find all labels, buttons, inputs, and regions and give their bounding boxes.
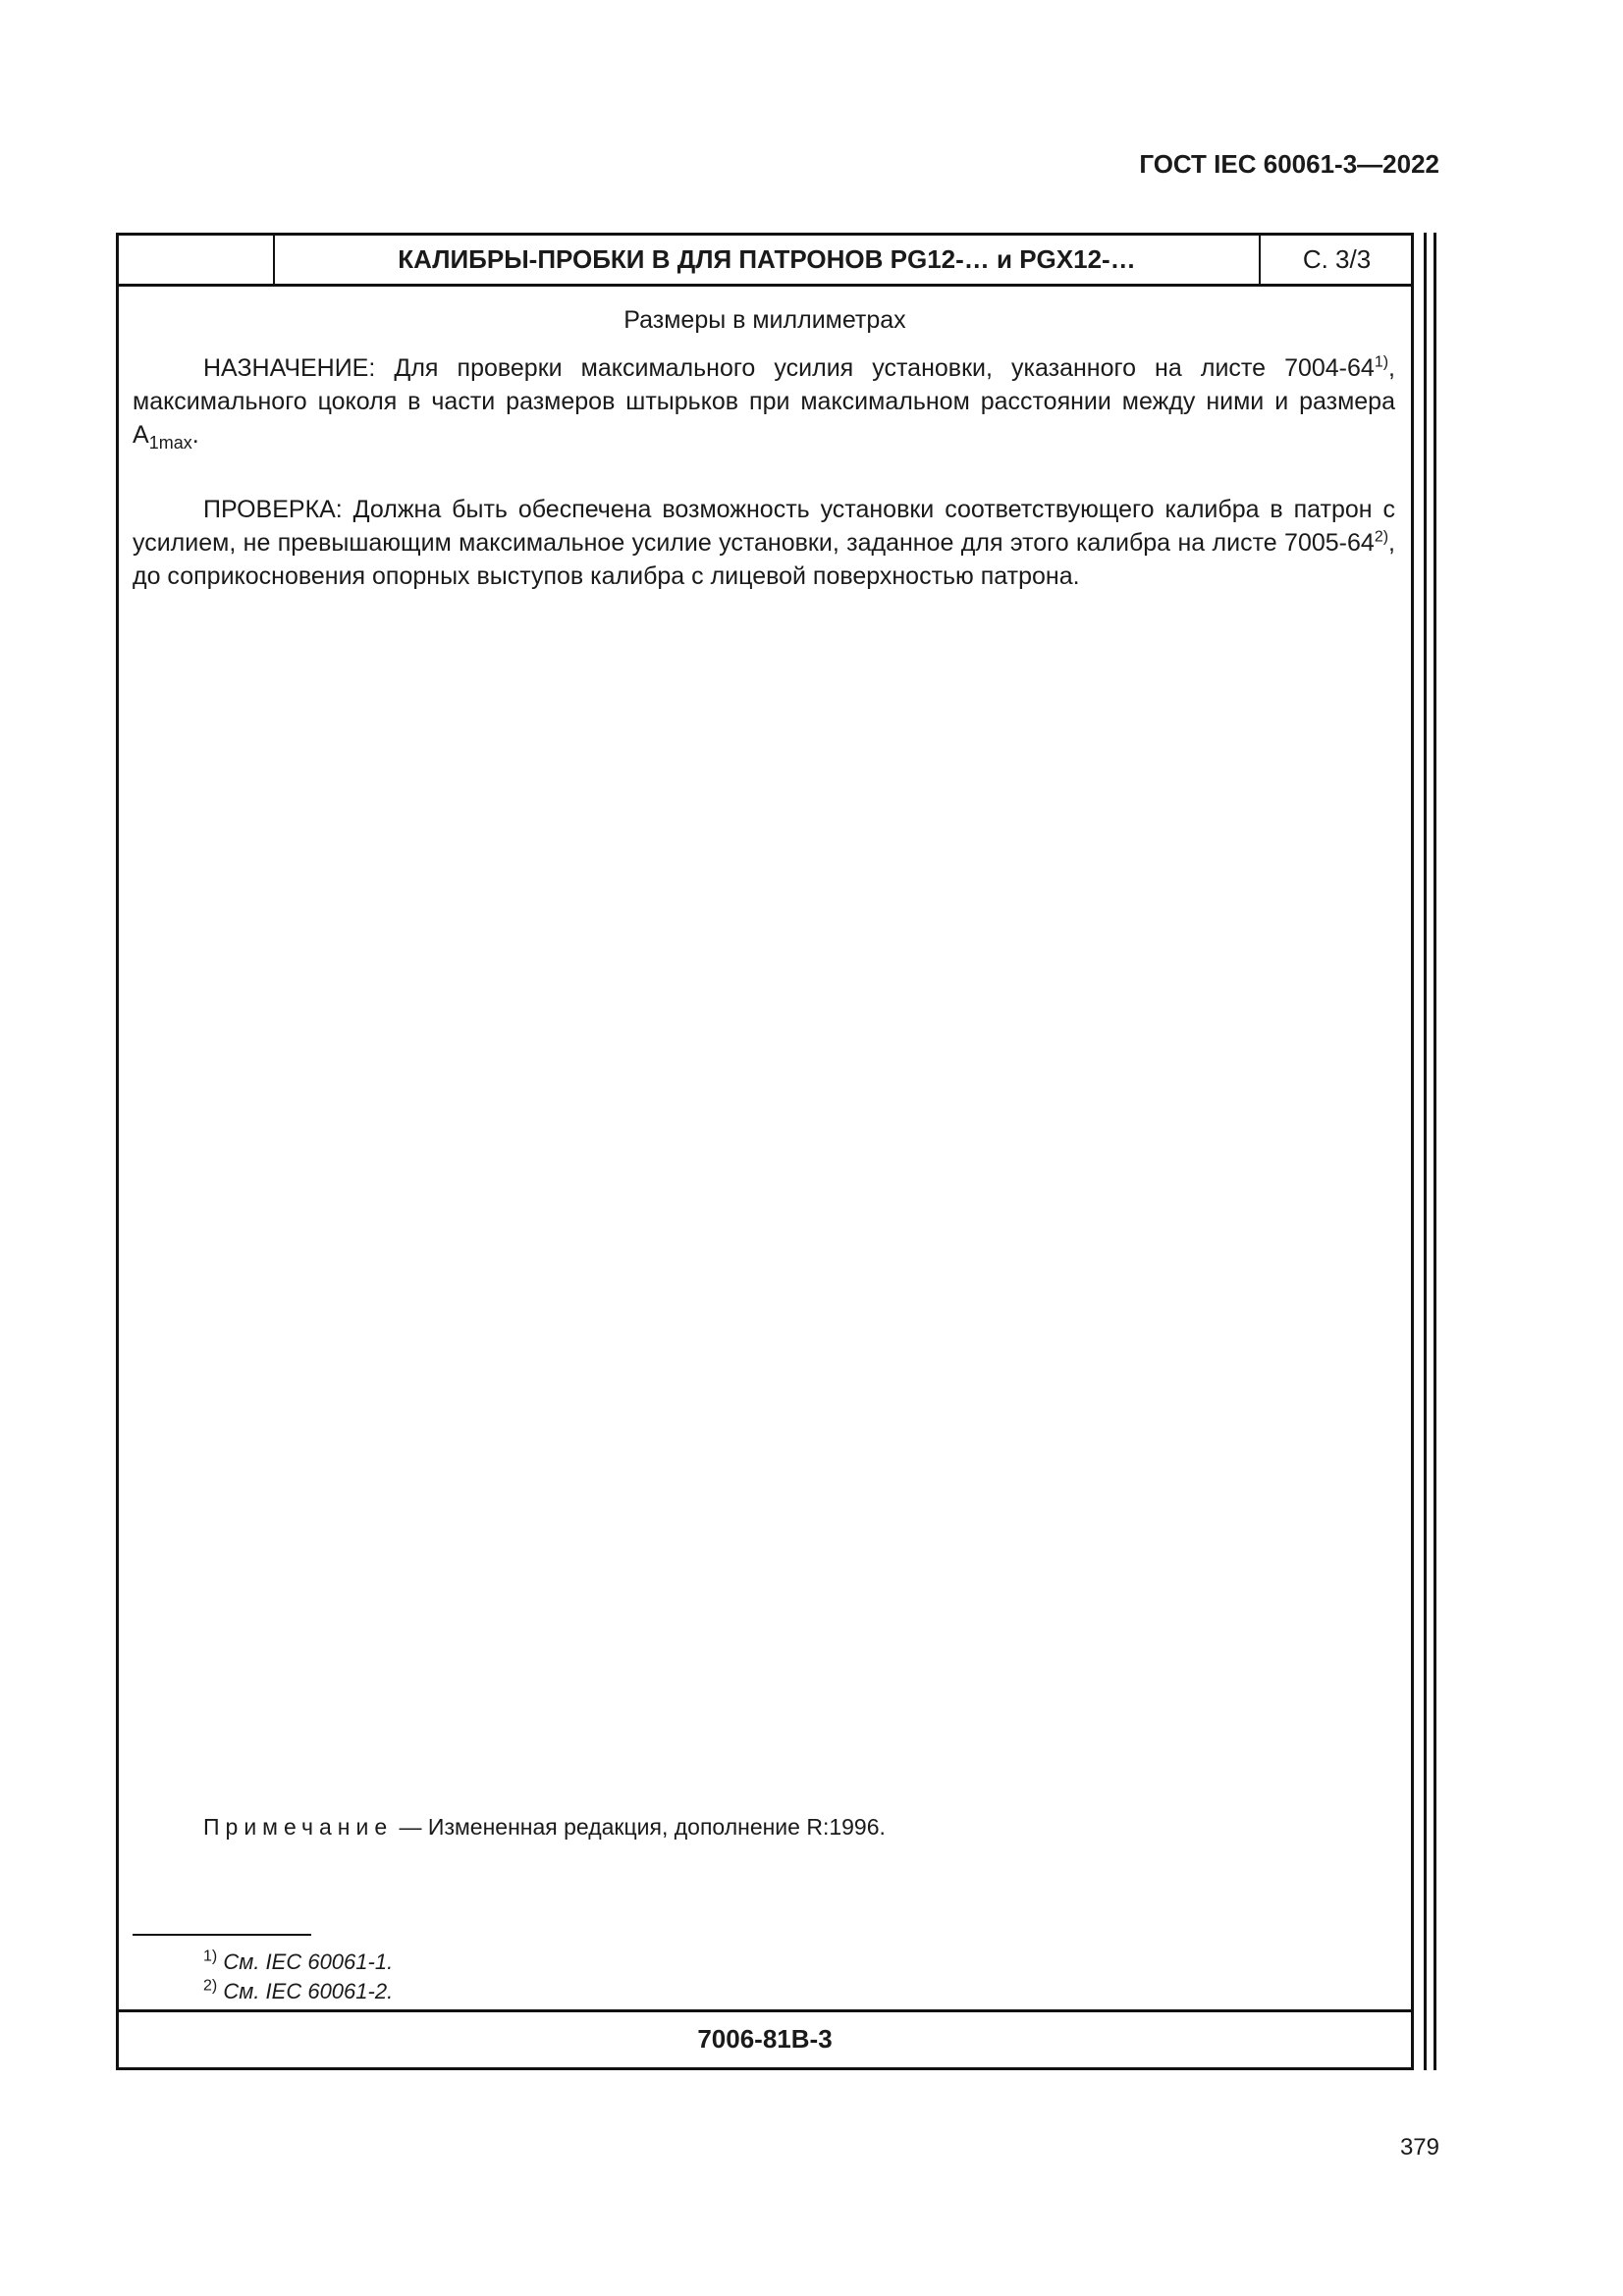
check-paragraph [133, 493, 1395, 593]
footnote-2 [203, 1979, 393, 2004]
footnote-2-text: См. IEC 60061-2. [217, 1979, 394, 2003]
header-empty-cell [119, 236, 275, 284]
purpose-text-a: НАЗНАЧЕНИЕ: Для проверки максимального усилия установки, указанного на листе 7004-64 [203, 354, 1375, 382]
footnote-1-text: См. IEC 60061-1. [217, 1949, 394, 1974]
check-text-a: ПРОВЕРКА: Должна быть обеспечена возможность установки соответствующего калибра в патрон с усилием, не превышающим максимальное усилие установки, заданное для этого калибра на листе 7005-64 [133, 496, 1395, 557]
sheet-frame [116, 233, 1414, 2070]
purpose-paragraph [133, 351, 1395, 452]
page-number: 379 [1399, 2134, 1439, 2161]
note-text: — Измененная редакция, дополнение R:1996. [393, 1814, 886, 1840]
note [203, 1814, 886, 1841]
binding-bar-inner [1424, 233, 1427, 2070]
sheet-code: 7006-81В-3 [119, 2009, 1411, 2067]
standard-code: ГОСТ IEC 60061-3—2022 [1139, 149, 1439, 179]
footnote-1-mark: 1) [203, 1948, 218, 1965]
purpose-subscript: 1max [148, 433, 192, 453]
binding-bar-outer [1434, 233, 1436, 2070]
purpose-footnote-ref: 1) [1374, 353, 1389, 371]
check-footnote-ref: 2) [1374, 528, 1389, 546]
check-text-b: , до соприкосновения опорных выступов калибра с лицевой поверхностью патрона. [133, 529, 1395, 590]
sheet-title: КАЛИБРЫ-ПРОБКИ В ДЛЯ ПАТРОНОВ PG12-… и PGX12-… [398, 244, 1136, 274]
footnote-separator [133, 1934, 311, 1936]
units-note: Размеры в миллиметрах [623, 306, 906, 334]
footnote-2-mark: 2) [203, 1977, 218, 1995]
note-label: Примечание [203, 1814, 394, 1840]
sheet-header [119, 236, 1411, 287]
footnote-1 [203, 1949, 393, 1975]
sheet-number: С. 3/3 [1259, 236, 1413, 284]
purpose-text-b: , максимального цоколя в части размеров штырьков при максимальном расстоянии между ними и размера А [133, 354, 1395, 449]
purpose-text-c: . [191, 421, 199, 449]
